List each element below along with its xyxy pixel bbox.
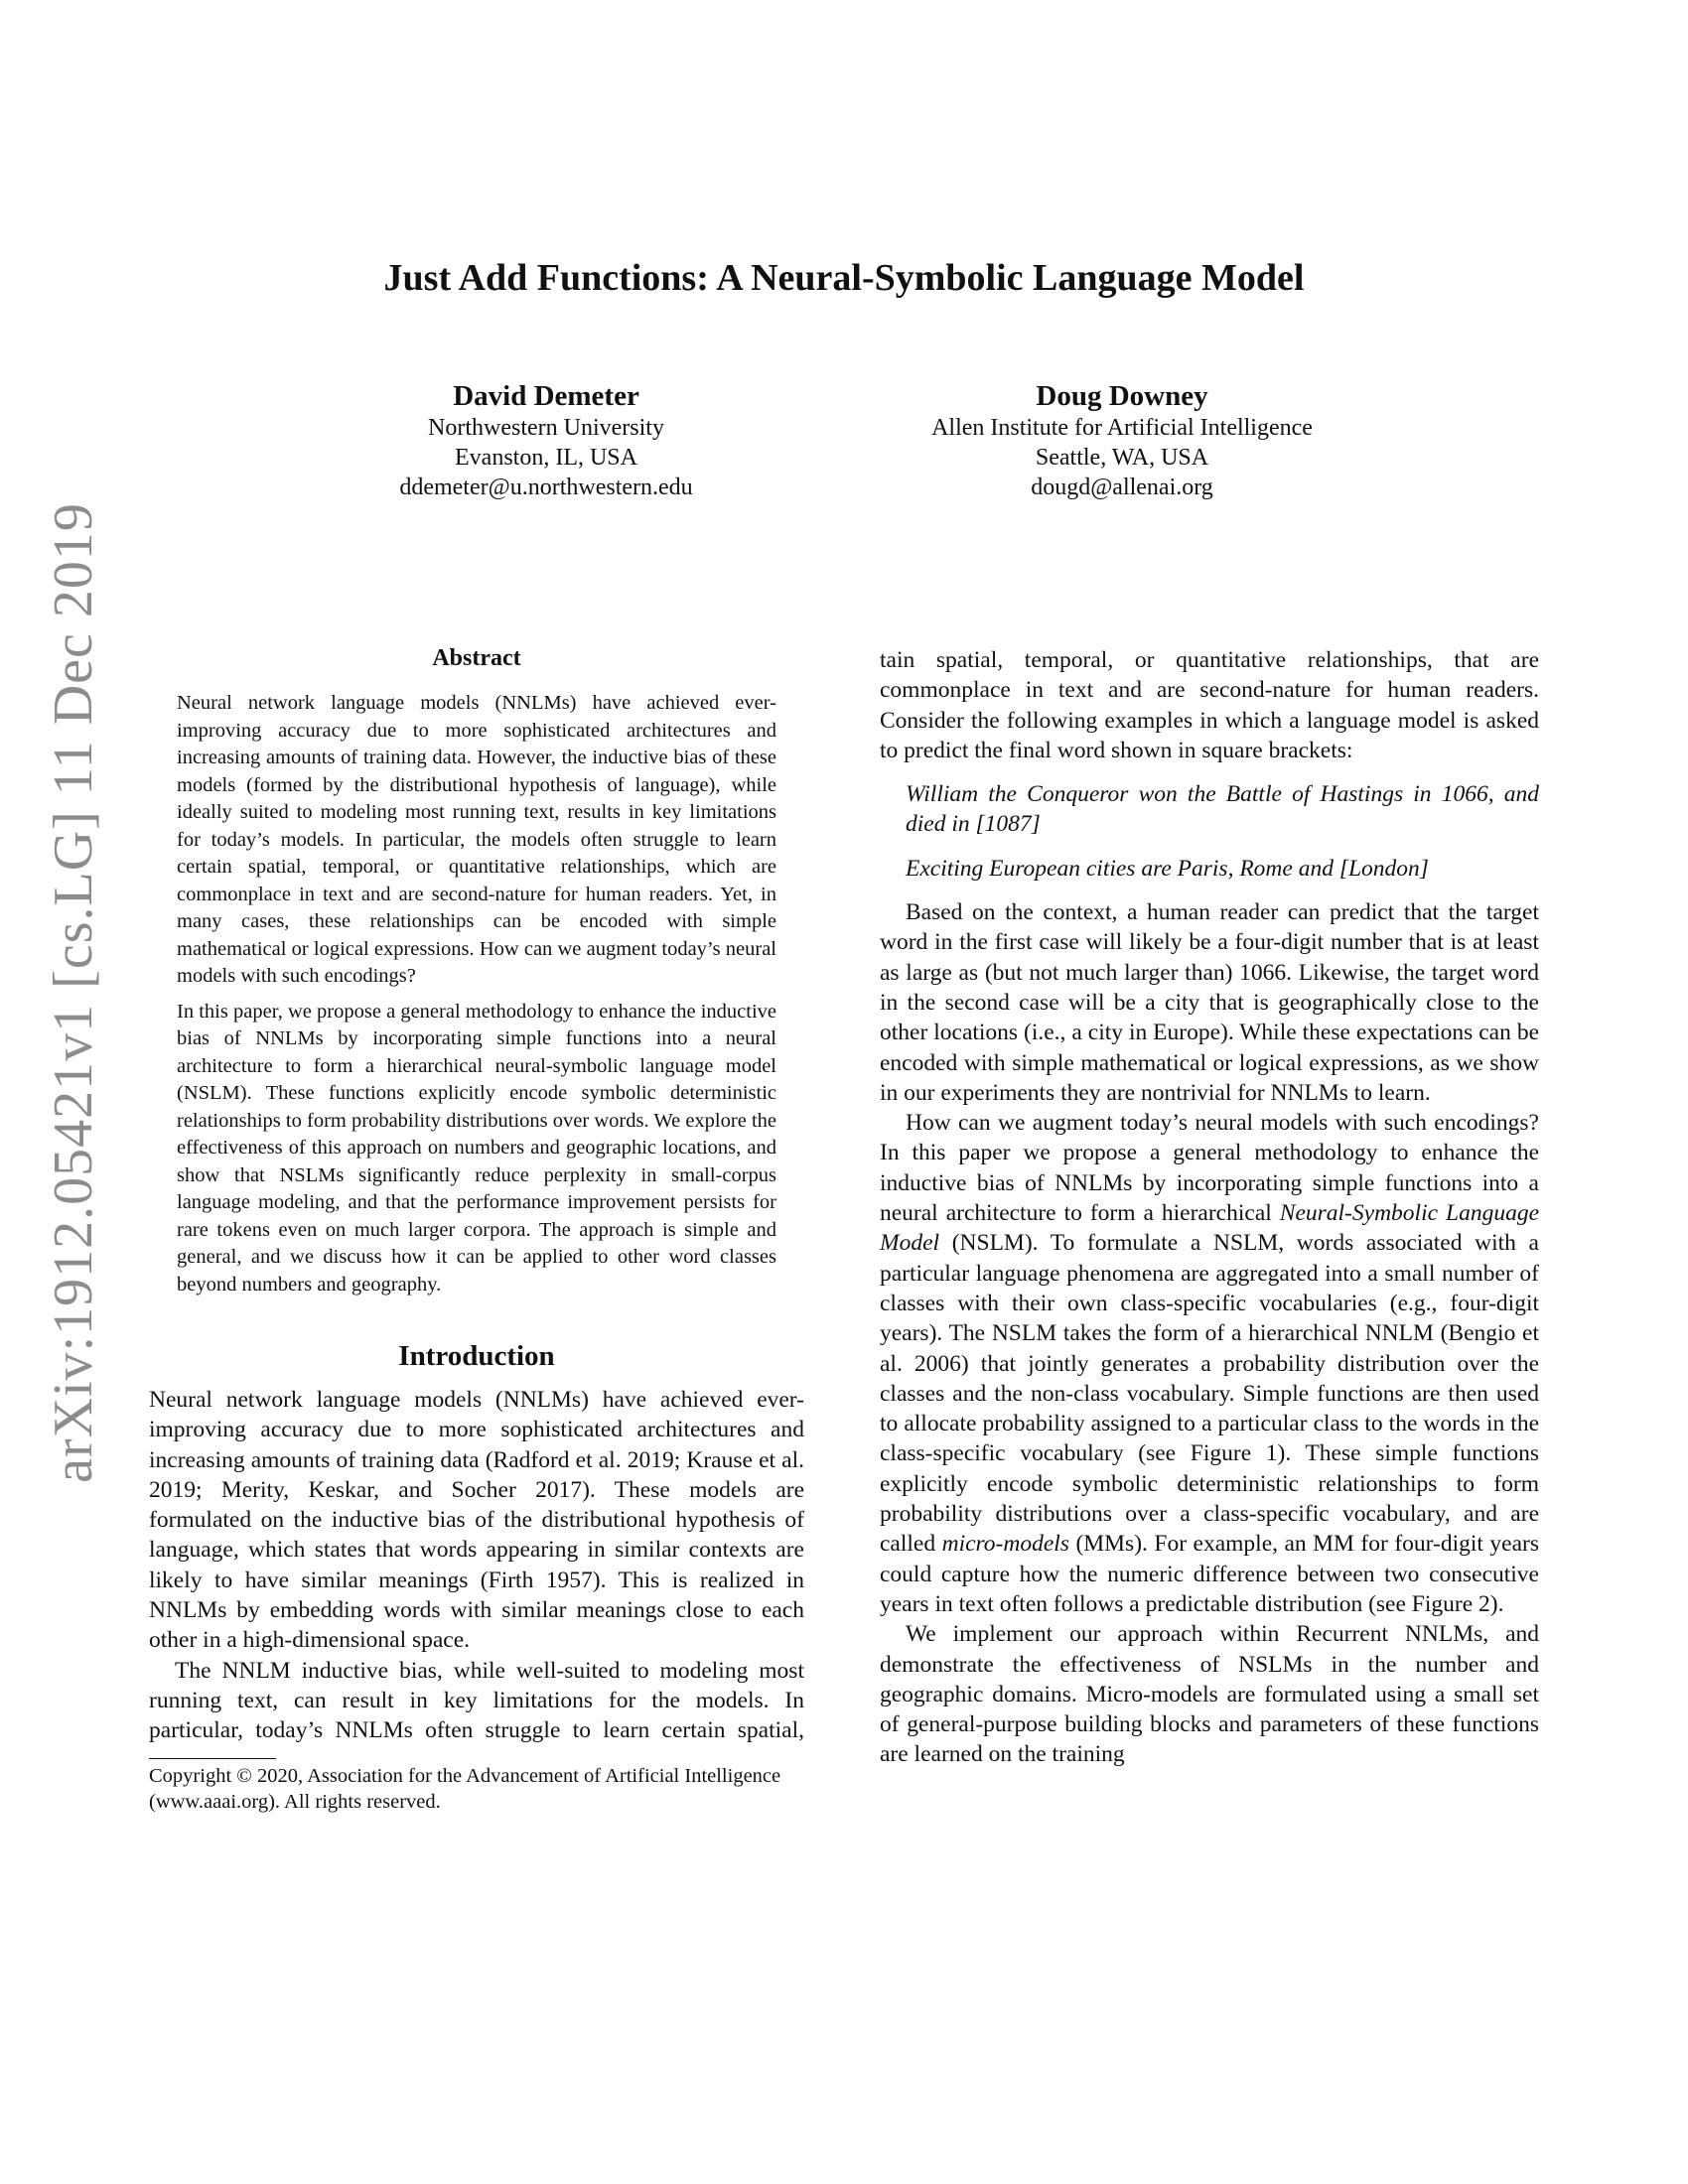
author-name: David Demeter [453,380,639,412]
emphasized-term: Neural-Symbolic Language Model [880,1200,1540,1257]
copyright-footnote: Copyright © 2020, Association for the Advancement of Artificial Intelligence (www.aaai.org). All rights reserved. [149,1764,781,1813]
author-location: Evanston, IL, USA [455,445,637,471]
body-paragraph [880,1108,1539,1619]
author-name: Doug Downey [1036,380,1208,412]
author-block-1 [328,379,765,502]
left-column [149,645,804,1815]
body-paragraph: The NNLM inductive bias, while well-suited to modeling most running text, can result in key limitations for the models. In particular, today’s NNLMs often struggle to learn certain spatial, [149,1657,804,1744]
abstract-heading: Abstract [432,645,521,671]
body-paragraph-continued: tain spatial, temporal, or quantitative relationships, that are commonplace in text and are second-nature for human readers. Consider the following examples in which a language model is asked to predict the final word shown in square brackets: [880,647,1539,763]
author-affiliation: Northwestern University [428,415,664,441]
introduction-heading: Introduction [398,1340,555,1372]
example-sentence: William the Conqueror won the Battle of Hastings in 1066, and died in [1087] [906,781,1539,838]
emphasized-term: micro-models [941,1531,1069,1558]
text-run: (MMs). For example, an MM for four-digit years could capture how the numeric difference between two consecutive years in text often follows a predictable distribution (see Figure 2). [880,1531,1539,1617]
arxiv-identifier: arXiv:1912.05421v1 [cs.LG] 11 Dec 2019 [43,502,104,1483]
right-column [880,645,1539,1770]
body-paragraph: Neural network language models (NNLMs) have achieved ever-improving accuracy due to more sophisticated architectures and increasing amounts of training data (Radford et al. 2019; Krause et al. 2019; Merity, Keskar, and Socher 2017). These models are formulated on the inductive bias of the distributional hypothesis of language, which states that words appearing in similar contexts are likely to have similar meanings (Firth 1957). This is realized in NNLMs by embedding words with similar meanings close to each other in a high-dimensional space. [149,1387,804,1654]
author-email: dougd@allenai.org [1031,475,1213,500]
body-paragraph: Based on the context, a human reader can predict that the target word in the first case will likely be a four-digit number that is at least as large as (but not much larger than) 1066. Likewise, the target word in the second case will be a city that is geographically close to the other locations (i.e., a city in Europe). While these expectations can be encoded with simple mathematical or logical expressions, as we show in our experiments they are nontrivial for NNLMs to learn. [880,899,1539,1106]
abstract-paragraph: Neural network language models (NNLMs) have achieved ever-improving accuracy due to more sophisticated architectures and increasing amounts of training data. However, the inductive bias of these models (formed by the distributional hypothesis of language), while ideally suited to modeling most running text, results in key limitations for today’s models. In particular, the models often struggle to learn certain spatial, temporal, or quantitative relationships, which are commonplace in text and are second-nature for human readers. Yet, in many cases, these relationships can be encoded with simple mathematical or logical expressions. How can we augment today’s neural models with such encodings? [177,692,776,987]
abstract-paragraph: In this paper, we propose a general methodology to enhance the inductive bias of NNLMs by incorporating simple functions into a neural architecture to form a hierarchical neural-symbolic language model (NSLM). These functions explicitly encode symbolic deterministic relationships to form probability distributions over words. We explore the effectiveness of this approach on numbers and geographic locations, and show that NSLMs significantly reduce perplexity in small-corpus language modeling, and that the performance improvement persists for rare tokens even on much larger corpora. The approach is simple and general, and we discuss how it can be applied to other word classes beyond numbers and geography. [177,1000,776,1296]
example-sentence: Exciting European cities are Paris, Rome and [London] [906,855,1429,882]
author-location: Seattle, WA, USA [1035,445,1209,471]
author-block-2 [874,379,1370,502]
footnote-divider [149,1758,276,1759]
introduction-body-left [149,1385,804,1746]
author-affiliation: Allen Institute for Artificial Intelligence [931,415,1313,441]
abstract-body [177,690,776,1298]
introduction-body-right [880,645,1539,765]
introduction-body-right-cont [880,897,1539,1770]
text-run: (NSLM). To formulate a NSLM, words associated with a particular language phenomena are aggregated into a small number of classes with their own class-specific vocabularies (e.g., four-digit years). The NSLM takes the form of a hierarchical NNLM (Bengio et al. 2006) that jointly generates a probability distribution over the classes and the non-class vocabulary. Simple functions are then used to allocate probability assigned to a particular class to the words in the class-specific vocabulary (see Figure 1). These simple functions explicitly encode symbolic deterministic relationships to form probability distributions over a class-specific vocabulary, and are called [880,1230,1539,1558]
paper-title: Just Add Functions: A Neural-Symbolic Language Model [383,257,1305,299]
author-email: ddemeter@u.northwestern.edu [399,475,693,500]
text-run: How can we augment today’s neural models with such encodings? In this paper we propose a general methodology to enhance the inductive bias of NNLMs by incorporating simple functions into a neural architecture to form a hierarchical [880,1110,1539,1227]
body-paragraph: We implement our approach within Recurrent NNLMs, and demonstrate the effectiveness of NSLMs in the number and geographic domains. Micro-models are formulated using a small set of general-purpose building blocks and parameters of these functions are learned on the training [880,1621,1539,1768]
